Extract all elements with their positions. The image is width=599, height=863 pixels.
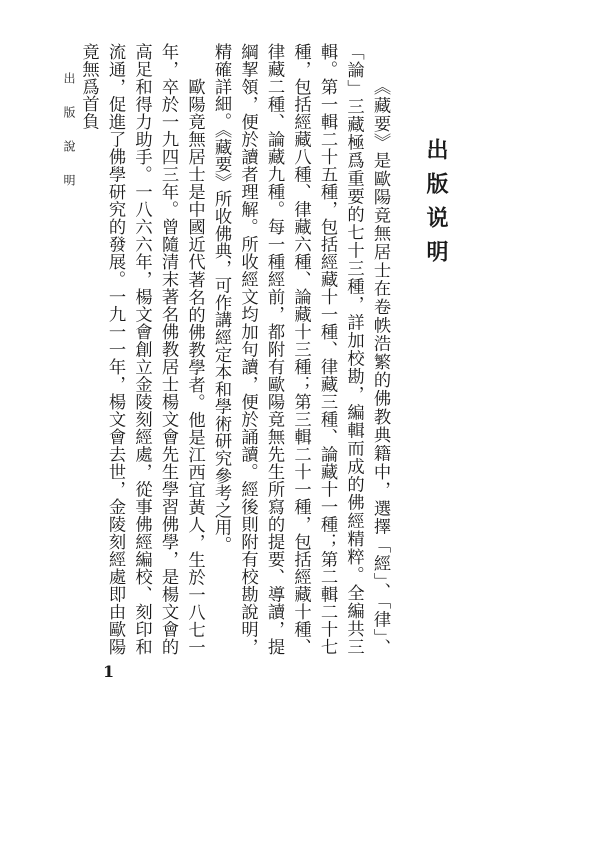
paragraph: 《藏要》是歐陽竟無居士在卷帙浩繁的佛教典籍中，選擇「經」、「律」、「論」三藏極爲重要的七十三種，詳加校勘，編輯而成的佛經精粹。全編共三輯。第一輯二十五種，包括經藏十一種、律藏三種、論藏十一種；第二輯二十七種，包括經藏八種、律藏六種、論藏十三種；第三輯二十一種，包括經藏十種、律藏二種、論藏九種。每一種經前，都附有歐陽竟無先生所寫的提要、導讀，提綱挈領，便於讀者理解。所收經文均加句讀，便於誦讀。經後則附有校勘說明，精確詳細。《藏要》所收佛典，可作講經定本和學術研究參考之用。	[211, 43, 390, 655]
running-head: 出 版 說 明	[62, 72, 76, 190]
page-number: 1	[103, 662, 115, 681]
body-text	[75, 43, 393, 655]
page-title: 出版说明	[423, 138, 448, 274]
paragraph: 歐陽竟無居士是中國近代著名的佛教學者。他是江西宜黃人，生於一八七一年，卒於一九四三年。曾隨清末著名佛教居士楊文會先生學習佛學，是楊文會的高足和得力助手。一八六六年，楊文會創立金陵刻經處，從事佛經編校、刻印和流通，促進了佛學研究的發展。一九一一年，楊文會去世，金陵刻經處即由歐陽竟無爲首負	[78, 43, 205, 655]
